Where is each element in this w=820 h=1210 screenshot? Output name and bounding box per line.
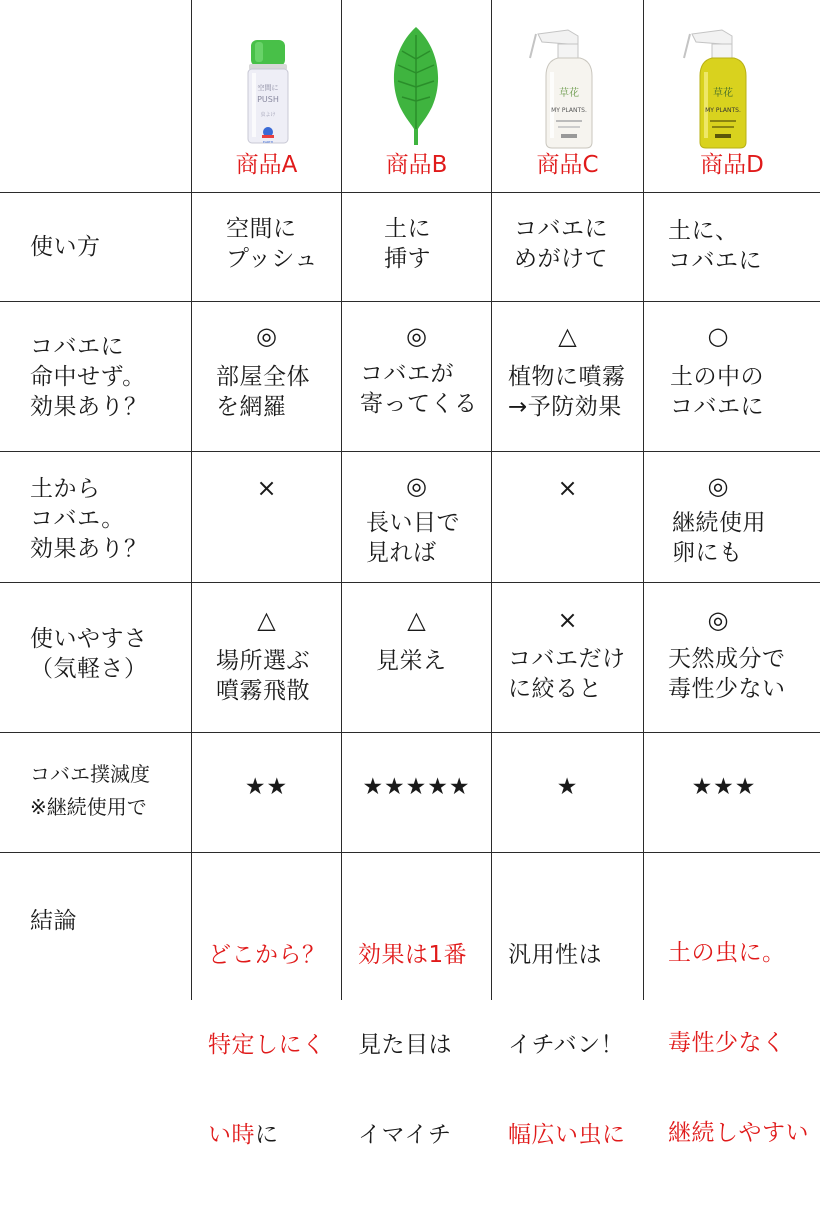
leaf-icon [386, 25, 446, 147]
row-label-usage: 使い方 [30, 234, 101, 260]
star-rating: ★★ [244, 774, 289, 800]
svg-text:PUSH: PUSH [257, 95, 279, 104]
ease-note-a: 場所選ぶ 噴霧飛散 [216, 648, 310, 704]
svg-text:虫よけ: 虫よけ [260, 112, 276, 118]
direct-hit-note-d: 土の中の コバエに [670, 364, 764, 420]
spray-bottle-icon [682, 22, 760, 150]
svg-text:EARTH: EARTH [263, 140, 273, 144]
product-d-label-cell [644, 150, 820, 184]
usage-product-b: 土に 挿す [384, 216, 431, 272]
direct-hit-mark-d: ○ [707, 322, 729, 350]
row-divider [0, 451, 820, 452]
direct-hit-note-b: コバエが 寄ってくる [360, 361, 478, 417]
svg-text:草花: 草花 [713, 88, 733, 99]
row-divider [0, 582, 820, 583]
row-divider [0, 301, 820, 302]
svg-text:空間に: 空間に [257, 84, 279, 92]
row-label-from-soil: 土から コバエ。 効果あり？ [30, 476, 148, 562]
product-b-image [386, 25, 446, 151]
from-soil-mark-c: × [557, 474, 578, 502]
row-label-direct-hit: コバエに 命中せず。 効果あり？ [30, 334, 148, 420]
svg-text:MY PLANTS.: MY PLANTS. [551, 107, 587, 114]
conclusion-product-a: どこから？ 特定しにく い時に [208, 942, 326, 1148]
product-b-label-cell [342, 150, 491, 184]
direct-hit-mark-b: ◎ [406, 322, 427, 350]
from-soil-mark-b: ◎ [406, 472, 427, 500]
ease-note-c: コバエだけ に絞ると [508, 646, 626, 702]
conclusion-product-d: 土の虫に。 毒性少なく 継続しやすい [668, 940, 809, 1146]
spray-bottle-icon [528, 22, 606, 150]
product-a-image [245, 38, 291, 150]
star-rating: ★★★ [691, 774, 757, 800]
ease-note-d: 天然成分で 毒性少ない [668, 646, 786, 702]
product-a-label: 商品A [235, 152, 298, 178]
svg-text:草花: 草花 [559, 88, 579, 99]
row-label-eradication: コバエ撲滅度 ※継続使用で [30, 762, 150, 819]
from-soil-mark-a: × [256, 474, 277, 502]
from-soil-mark-d: ◎ [707, 472, 729, 500]
product-c-label: 商品C [536, 152, 599, 178]
spray-can-icon [245, 38, 291, 146]
star-rating: ★★★★★ [362, 774, 471, 800]
ease-mark-c: × [557, 606, 578, 634]
product-b-label: 商品B [385, 152, 448, 178]
eradication-stars-d [644, 774, 804, 800]
row-divider [0, 732, 820, 733]
product-d-label: 商品D [700, 152, 764, 178]
usage-product-d: 土に、 コバエに [668, 218, 762, 274]
row-divider [0, 852, 820, 853]
product-c-image [528, 22, 606, 154]
svg-text:MY PLANTS.: MY PLANTS. [705, 107, 741, 114]
usage-product-c: コバエに めがけて [514, 216, 608, 272]
conclusion-product-c: 汎用性は イチバン！ 幅広い虫に [508, 942, 626, 1148]
row-label-ease-of-use: 使いやすさ （気軽さ） [30, 626, 148, 682]
direct-hit-note-a: 部屋全体 を網羅 [216, 364, 310, 420]
eradication-stars-b [342, 774, 491, 800]
ease-mark-d: ◎ [707, 606, 729, 634]
from-soil-note-b: 長い目で 見れば [366, 510, 460, 566]
conclusion-product-b: 効果は1番 見た目は イマイチ [358, 942, 468, 1148]
ease-mark-b: △ [407, 606, 426, 634]
row-divider [0, 192, 820, 193]
ease-mark-a: △ [257, 606, 276, 634]
star-rating: ★ [556, 774, 579, 800]
ease-note-b: 見栄え [376, 648, 447, 674]
direct-hit-note-c: 植物に噴霧 →予防効果 [508, 364, 626, 420]
direct-hit-mark-a: ◎ [256, 322, 277, 350]
from-soil-note-d: 継続使用 卵にも [672, 510, 766, 566]
product-d-image [682, 22, 760, 154]
eradication-stars-c [492, 774, 643, 800]
eradication-stars-a [192, 774, 341, 800]
direct-hit-mark-c: △ [558, 322, 577, 350]
usage-product-a: 空間に プッシュ [226, 216, 318, 272]
product-c-label-cell [492, 150, 643, 184]
product-a-label-cell [192, 150, 341, 184]
row-label-conclusion: 結論 [30, 908, 77, 934]
